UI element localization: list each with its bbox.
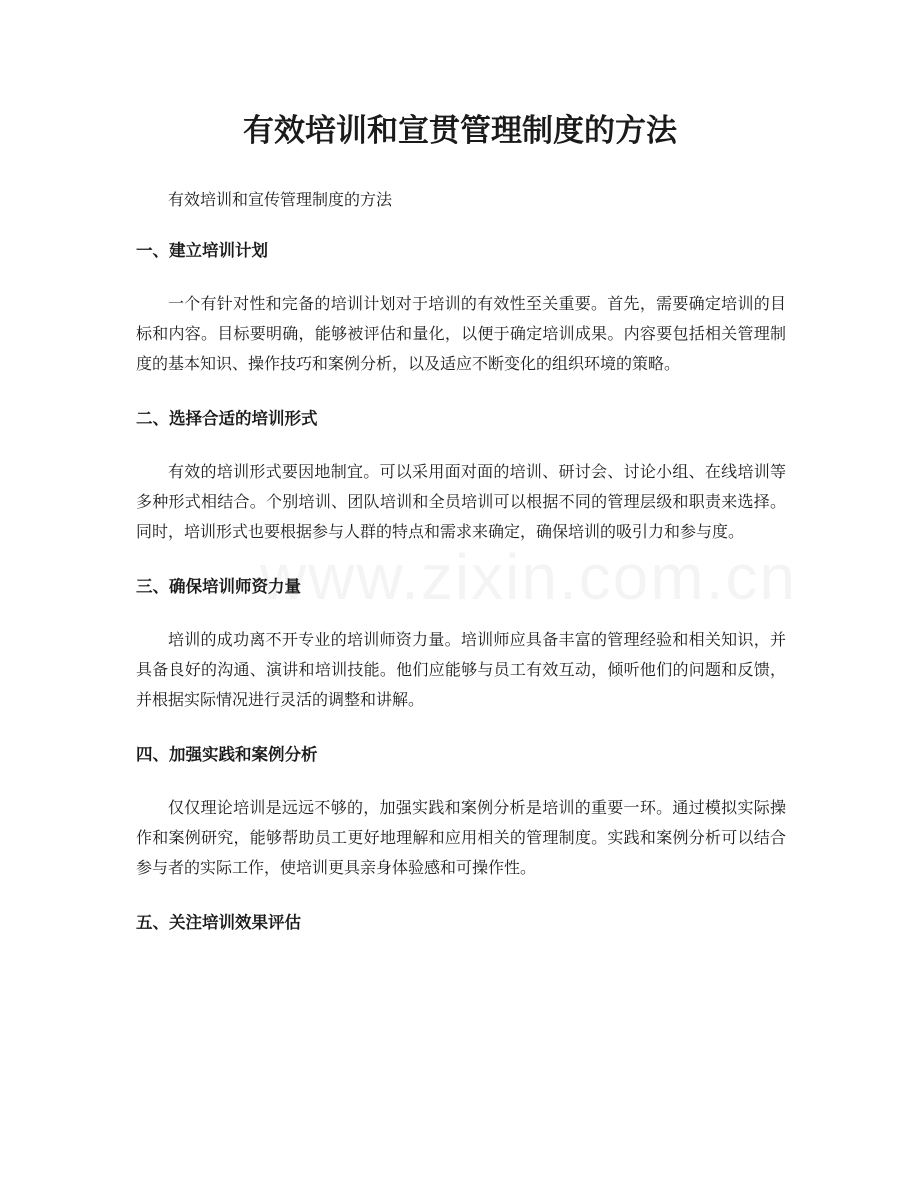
section-paragraph-2: 有效的培训形式要因地制宜。可以采用面对面的培训、研讨会、讨论小组、在线培训等多种形式相结合。个别培训、团队培训和全员培训可以根据不同的管理层级和职责来选择。同时，培训形式也要根据参与人群的特点和需求来确定，确保培训的吸引力和参与度。 [136, 462, 786, 541]
section-paragraph-1: 一个有针对性和完备的培训计划对于培训的有效性至关重要。首先，需要确定培训的目标和内容。目标要明确，能够被评估和量化，以便于确定培训成果。内容要包括相关管理制度的基本知识、操作技巧和案例分析，以及适应不断变化的组织环境的策略。 [136, 294, 786, 373]
document-title: 有效培训和宣贯管理制度的方法 [243, 113, 677, 149]
section-heading-5: 五、关注培训效果评估 [136, 913, 301, 932]
section-paragraph-3: 培训的成功离不开专业的培训师资力量。培训师应具备丰富的管理经验和相关知识，并具备良好的沟通、演讲和培训技能。他们应能够与员工有效互动，倾听他们的问题和反馈，并根据实际情况进行灵活的调整和讲解。 [136, 630, 786, 709]
document-subtitle: 有效培训和宣传管理制度的方法 [168, 190, 393, 209]
section-heading-4: 四、加强实践和案例分析 [136, 745, 318, 764]
section-heading-2: 二、选择合适的培训形式 [136, 409, 318, 428]
document-body [136, 231, 786, 961]
section-heading-1: 一、建立培训计划 [136, 241, 268, 260]
section-paragraph-4: 仅仅理论培训是远远不够的，加强实践和案例分析是培训的重要一环。通过模拟实际操作和案例研究，能够帮助员工更好地理解和应用相关的管理制度。实践和案例分析可以结合参与者的实际工作，使培训更具亲身体验感和可操作性。 [136, 798, 786, 877]
section-heading-3: 三、确保培训师资力量 [136, 577, 301, 596]
